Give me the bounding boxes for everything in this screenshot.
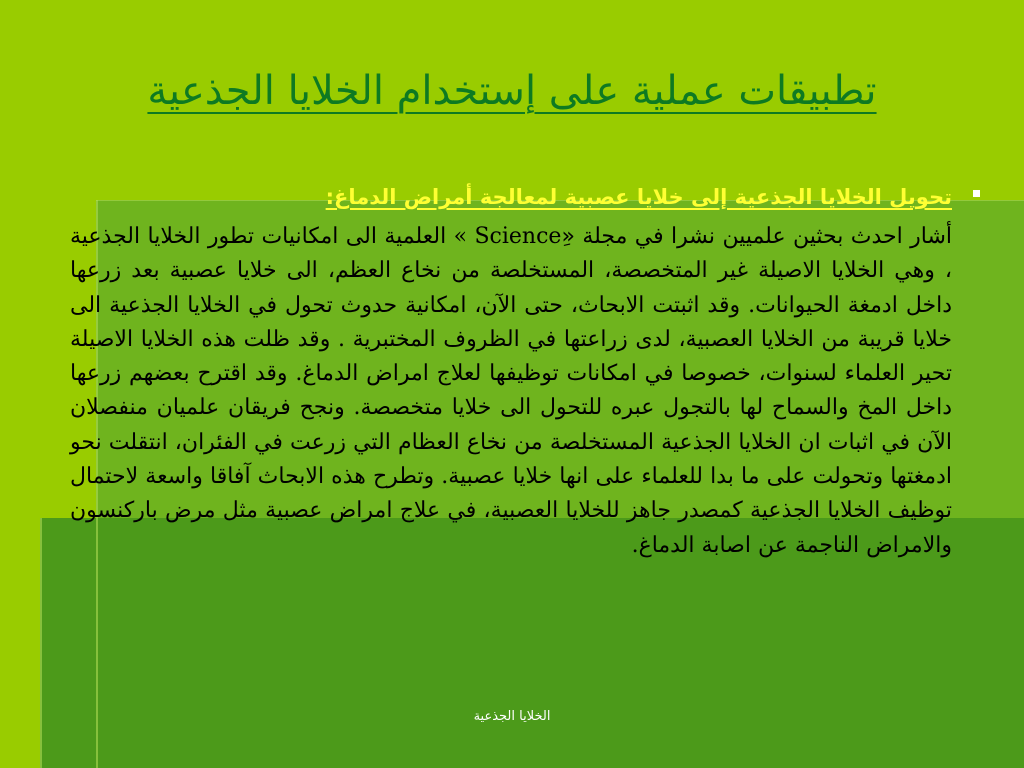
slide-footer: الخلايا الجذعية	[473, 709, 551, 724]
slide-content	[70, 178, 952, 563]
section-heading: تحويل الخلايا الجذعية إلى خلايا عصبية لمعالجة أمراض الدماغ:	[325, 185, 952, 209]
bullet-icon	[973, 190, 980, 197]
decorative-line	[40, 518, 42, 768]
body-paragraph: أشار احدث بحثين علميين نشرا في مجلة «ِScience » العلمية الى امكانيات تطور الخلايا الجذعية ، وهي الخلايا الاصيلة غير المتخصصة، المستخلصة من نخاع العظم، الى خلايا عصبية بعد زرعها داخل ادمغة الحيوانات. وقد اثبتت الابحاث، حتى الآن، امكانية حدوث تحول في الخلايا الجذعية الى خلايا قريبة من الخلايا العصبية، لدى زراعتها في الظروف المختبرية . وقد ظلت هذه الخلايا الاصيلة تحير العلماء لسنوات، خصوصا في امكانات توظيفها لعلاج امراض الدماغ. وقد اقترح بعضهم زرعها داخل المخ والسماح لها بالتجول عبره للتحول الى خلايا متخصصة. ونجح فريقان علميان منفصلان الآن في اثبات ان الخلايا الجذعية المستخلصة من نخاع العظام التي زرعت في الفئران، انتقلت نحو ادمغتها وتحولت على ما بدا للعلماء على انها خلايا عصبية. وتطرح هذه الابحاث آفاقا واسعة لاحتمال توظيف الخلايا الجذعية كمصدر جاهز للخلايا العصبية، في علاج امراض عصبية مثل مرض باركنسون والامراض الناجمة عن اصابة الدماغ.	[70, 224, 952, 558]
slide-title: تطبيقات عملية على إستخدام الخلايا الجذعية	[147, 68, 877, 114]
